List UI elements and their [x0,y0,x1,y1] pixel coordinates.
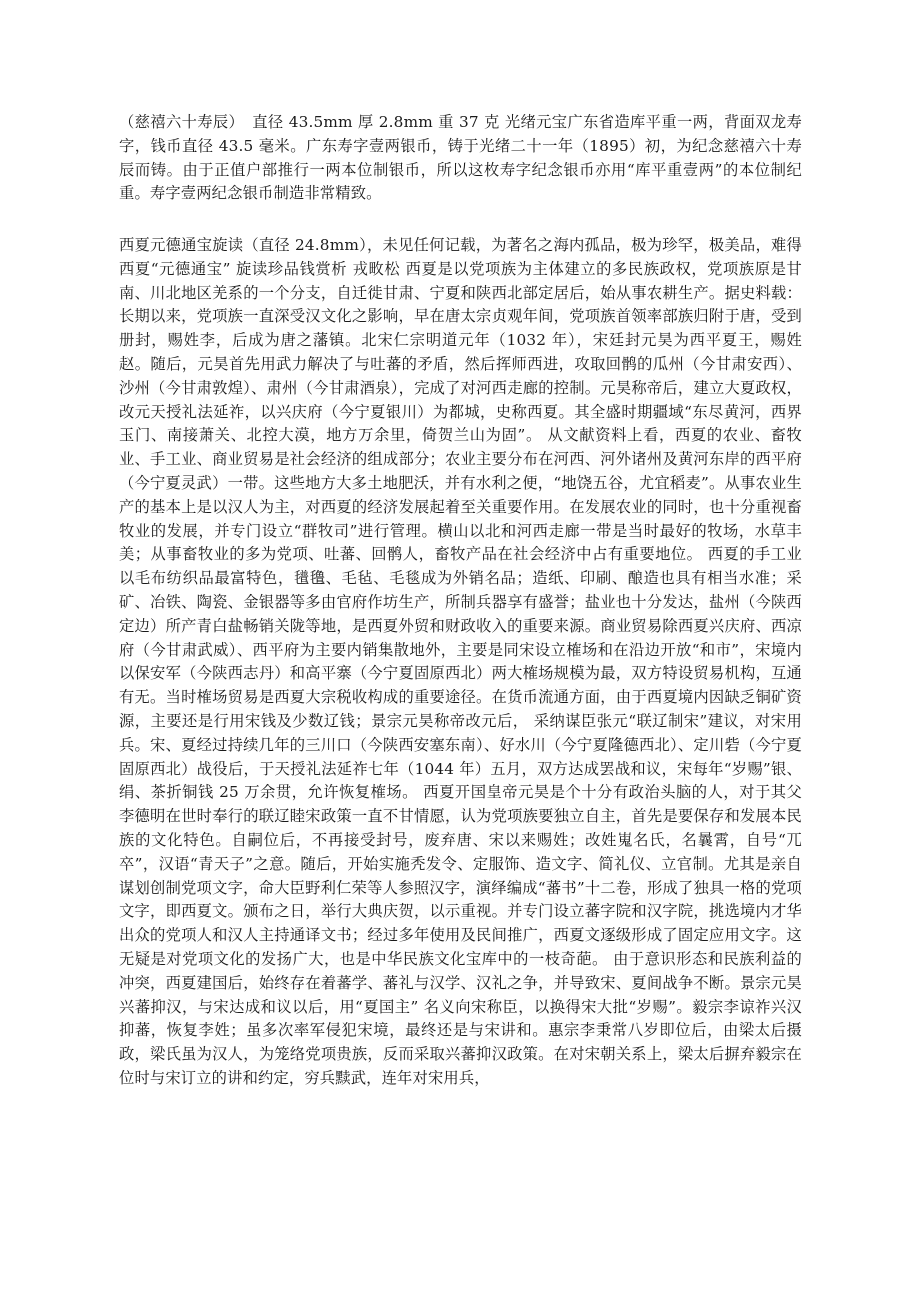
paragraph-xixia-history: 西夏元德通宝旋读（直径 24.8mm），未见任何记载，为著名之海内孤品，极为珍罕，极美品，难得 西夏“元德通宝” 旋读珍品钱赏析 戎畋松 西夏是以党项族为主体建立的多民族政权，党项族原是甘南、川北地区羌系的一个分支，自迁徙甘肃、宁夏和陕西北部定居后，始从事农耕生产。据史料载：长期以来，党项族一直深受汉文化之影响，早在唐太宗贞观年间，党项族首领率部族归附于唐，受到册封，赐姓李，后成为唐之藩镇。北宋仁宗明道元年（1032 年），宋廷封元昊为西平夏王，赐姓赵。随后，元昊首先用武力解决了与吐蕃的矛盾，然后挥师西进，攻取回鹘的瓜州（今甘肃安西）、沙州（今甘肃敦煌）、肃州（今甘肃酒泉），完成了对河西走廊的控制。元昊称帝后，建立大夏政权，改元天授礼法延祚，以兴庆府（今宁夏银川）为都城，史称西夏。其全盛时期疆域“东尽黄河，西界玉门、南接萧关、北控大漠，地方万余里，倚贺兰山为固”。 从文献资料上看，西夏的农业、畜牧业、手工业、商业贸易是社会经济的组成部分；农业主要分布在河西、河外诸州及黄河东岸的西平府（今宁夏灵武）一带。这些地方大多土地肥沃，并有水利之便，“地饶五谷，尤宜稻麦”。从事农业生产的基本上是以汉人为主，对西夏的经济发展起着至关重要作用。在发展农业的同时，也十分重视畜牧业的发展，并专门设立“群牧司”进行管理。横山以北和河西走廊一带是当时最好的牧场，水草丰美；从事畜牧业的多为党项、吐蕃、回鹘人，畜牧产品在社会经济中占有重要地位。 西夏的手工业以毛布纺织品最富特色，氆氇、毛毡、毛毯成为外销名品；造纸、印刷、酿造也具有相当水准；采矿、冶铁、陶瓷、金银器等多由官府作坊生产，所制兵器享有盛誉；盐业也十分发达，盐州（今陕西定边）所产青白盐畅销关陇等地，是西夏外贸和财政收入的重要来源。商业贸易除西夏兴庆府、西凉府（今甘肃武威）、西平府为主要内销集散地外，主要是同宋设立榷场和在沿边开放“和市”，宋境内以保安军（今陕西志丹）和高平寨（今宁夏固原西北）两大榷场规模为最，双方特设贸易机构，互通有无。当时榷场贸易是西夏大宗税收构成的重要途径。在货币流通方面，由于西夏境内因缺乏铜矿资源，主要还是行用宋钱及少数辽钱；景宗元昊称帝改元后， 采纳谋臣张元“联辽制宋”建议，对宋用兵。宋、夏经过持续几年的三川口（今陕西安塞东南）、好水川（今宁夏隆德西北）、定川砦（今宁夏固原西北）战役后，于天授礼法延祚七年（1044 年）五月，双方达成罢战和议，宋每年“岁赐”银、绢、茶折铜钱 25 万余贯，允许恢复榷场。 西夏开国皇帝元昊是个十分有政治头脑的人，对于其父李德明在世时奉行的联辽睦宋政策一直不甘情愿，认为党项族要独立自主，首先是要保存和发展本民族的文化特色。自嗣位后，不再接受封号，废弃唐、宋以来赐姓；改姓嵬名氏，名曩霄，自号“兀卒”，汉语“青天子”之意。随后，开始实施秃发令、定服饰、造文字、简礼仪、立官制。尤其是亲自谋划创制党项文字，命大臣野利仁荣等人参照汉字，演绎编成“蕃书”十二卷，形成了独具一格的党项文字，即西夏文。颁布之日，举行大典庆贺，以示重视。并专门设立蕃字院和汉字院，挑选境内才华出众的党项人和汉人主持通译文书；经过多年使用及民间推广，西夏文逐级形成了固定应用文字。这无疑是对党项文化的发扬广大，也是中华民族文化宝库中的一枝奇葩。 由于意识形态和民族利益的冲突，西夏建国后，始终存在着蕃学、蕃礼与汉学、汉礼之争，并导致宋、夏间战争不断。景宗元昊兴蕃抑汉，与宋达成和议以后，用“夏国主” 名义向宋称臣，以换得宋大批“岁赐”。毅宗李谅祚兴汉抑蕃，恢复李姓；虽多次率军侵犯宋境，最终还是与宋讲和。惠宗李秉常八岁即位后，由梁太后摄政，梁氏虽为汉人，为笼络党项贵族，反而采取兴蕃抑汉政策。在对宋朝关系上，梁太后摒弃毅宗在位时与宋订立的讲和约定，穷兵黩武，连年对宋用兵， [119,236,803,1087]
paragraph-coin-description: （慈禧六十寿辰） 直径 43.5mm 厚 2.8mm 重 37 克 光绪元宝广东省造库平重一两，背面双龙寿字，钱币直径 43.5 毫米。广东寿字壹两银币，铸于光绪二十一年（1895）初，为纪念慈禧六十寿辰而铸。由于正值户部推行一两本位制银币，所以这枚寿字纪念银币亦用“库平重壹两”的本位制纪重。寿字壹两纪念银币制造非常精致。 [119,113,802,203]
